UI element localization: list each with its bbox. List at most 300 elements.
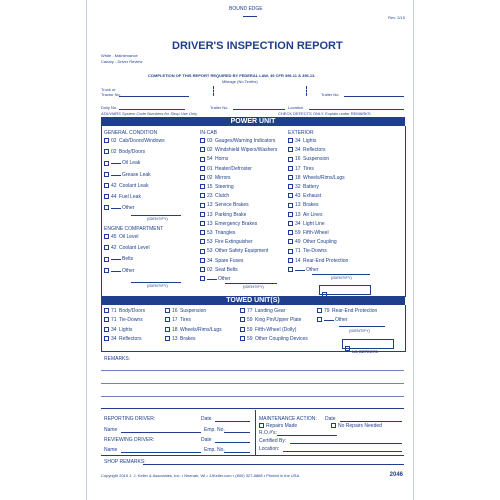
copy-canary: Canary - Driver Review <box>101 59 143 64</box>
vmrs-code: 53 <box>207 248 213 255</box>
checklist-item[interactable] <box>104 183 148 189</box>
checklist-item[interactable] <box>288 202 319 208</box>
dolly-input[interactable] <box>119 109 185 110</box>
checklist-label: Gauges/Warning Indicators <box>215 138 276 144</box>
checklist-label: Tie-Downs <box>303 248 327 255</box>
vmrs-code: 34 <box>295 220 301 227</box>
checklist-checkbox[interactable] <box>288 258 293 263</box>
remarks-label: REMARKS: <box>104 356 131 362</box>
vmrs-code: 71 <box>295 248 301 255</box>
vmrs-code: 54 <box>207 156 213 163</box>
checklist-item[interactable] <box>200 193 229 199</box>
vmrs-code: 34 <box>295 147 301 154</box>
checklist-label: Windshield Wipers/Washers <box>215 147 278 154</box>
vmrs-code: 14 <box>295 257 301 264</box>
reporting-emp-input[interactable] <box>224 432 250 433</box>
certified-by-label: Certified By: <box>259 438 287 444</box>
vmrs-code: 17 <box>295 165 301 172</box>
vmrs-code: 13 <box>172 335 178 342</box>
maint-date-label: Date <box>325 416 336 422</box>
trailer-input[interactable] <box>344 96 404 97</box>
checklist-checkbox[interactable] <box>200 276 205 281</box>
checklist-item[interactable] <box>317 308 377 314</box>
checklist-checkbox[interactable] <box>288 230 293 235</box>
checklist-label: Brakes <box>180 335 196 342</box>
checklist-label: Other <box>122 267 135 274</box>
checklist-item[interactable] <box>165 308 206 314</box>
checklist-item[interactable] <box>288 267 319 273</box>
remarks-divider <box>101 408 404 409</box>
checklist-label: Horns <box>215 156 229 163</box>
checklist-label: Oil Leak <box>122 160 141 167</box>
checklist-checkbox[interactable] <box>288 221 293 226</box>
checklist-label: Wheels/Rims/Lugs <box>303 174 345 181</box>
towed-no-defects-label: NO DEFECTS <box>352 349 378 354</box>
checklist-checkbox[interactable] <box>200 193 205 198</box>
towed-no-defects-box[interactable] <box>342 339 394 354</box>
towed-no-defects-checkbox[interactable] <box>345 346 350 351</box>
no-repairs-label: No Repairs Needed <box>338 423 382 429</box>
ata-note: ATA/VMRS System Code Numbers for Shop Use Only <box>101 111 198 116</box>
checklist-label: King Pin/Upper Plate <box>255 317 302 324</box>
checklist-label: Rear-End Protection <box>332 308 378 314</box>
vmrs-code: 17 <box>172 317 178 324</box>
shop-remarks-input[interactable] <box>143 464 404 465</box>
checklist-item[interactable] <box>165 327 222 333</box>
vmrs-code: 01 <box>207 165 213 172</box>
vmrs-code: 44 <box>111 194 117 200</box>
vmrs-code <box>111 208 121 209</box>
checklist-item[interactable] <box>317 317 348 323</box>
inspection-report-form <box>87 0 413 500</box>
checklist-label: Brakes <box>303 202 319 209</box>
vmrs-code: 53 <box>207 239 213 246</box>
vmrs-code: 23 <box>207 193 213 200</box>
copy-white: White - Maintenance <box>101 53 138 58</box>
vmrs-code: 13 <box>295 202 301 209</box>
truck-input[interactable] <box>119 96 189 97</box>
checklist-checkbox[interactable] <box>104 194 109 199</box>
checklist-label: Landing Gear <box>255 308 286 314</box>
checklist-label: Spare Fuses <box>215 257 244 264</box>
vmrs-code <box>295 270 305 271</box>
checklist-label: Lights <box>303 138 317 144</box>
checklist-item[interactable] <box>240 327 296 333</box>
vmrs-code: 13 <box>207 220 213 227</box>
checklist-label: Oil Level <box>119 234 139 240</box>
form-title: DRIVER'S INSPECTION REPORT <box>172 40 343 52</box>
checklist-label: Battery <box>303 184 319 190</box>
vmrs-code: 34 <box>111 326 117 333</box>
mileage-label: Mileage (No Tenths) <box>222 79 258 84</box>
checklist-checkbox[interactable] <box>104 257 109 262</box>
checklist-label: Lights <box>119 326 133 333</box>
vmrs-code: 16 <box>172 308 178 314</box>
vmrs-code: 13 <box>295 211 301 218</box>
location-input[interactable] <box>309 109 404 110</box>
checklist-checkbox[interactable] <box>165 336 170 341</box>
vmrs-code: 13 <box>207 202 213 209</box>
revision-label: Rev. 2/15 <box>388 15 405 20</box>
checklist-label: Triangles <box>215 230 236 236</box>
checklist-checkbox[interactable] <box>200 230 205 235</box>
vmrs-code: 03 <box>207 138 213 144</box>
checklist-label: Steering <box>215 184 234 190</box>
vmrs-code: 02 <box>111 138 117 144</box>
checklist-item[interactable] <box>288 193 321 199</box>
checklist-label: Coolant Leak <box>119 182 149 189</box>
checklist-item[interactable] <box>200 248 268 254</box>
checklist-checkbox[interactable] <box>200 258 205 263</box>
federal-law-note: COMPLETION OF THIS REPORT REQUIRED BY FEDERAL LAW, 49 CFR 396.11 & 396.13. <box>148 73 316 78</box>
reviewing-date-label: Date <box>201 437 212 443</box>
checklist-item[interactable] <box>104 327 132 333</box>
reporting-name-label: Name <box>104 427 118 433</box>
identify-label-5: (IDENTIFY) <box>349 328 370 333</box>
power-no-defects-box[interactable] <box>319 285 371 295</box>
checklist-label: Emergency Brakes <box>215 220 258 227</box>
no-repairs-checkbox[interactable] <box>331 423 336 428</box>
identify-label-4: (IDENTIFY) <box>331 275 352 280</box>
checklist-label: Body/Doors <box>119 308 146 314</box>
in-cab-heading: IN-CAB <box>200 130 217 136</box>
vmrs-code: 15 <box>207 184 213 190</box>
checklist-item[interactable] <box>104 317 143 323</box>
checklist-checkbox[interactable] <box>104 308 109 313</box>
checklist-checkbox[interactable] <box>200 184 205 189</box>
checklist-label: Tires <box>180 317 191 324</box>
checklist-item[interactable] <box>288 184 319 190</box>
checklist-label: Suspension <box>180 308 207 314</box>
reporting-driver-label: REPORTING DRIVER: <box>104 416 156 422</box>
reporting-name-input[interactable] <box>121 432 201 433</box>
vmrs-code <box>111 163 121 164</box>
checklist-label: Clutch <box>215 193 230 200</box>
signature-divider <box>255 410 256 455</box>
vmrs-code <box>111 259 121 260</box>
mileage-input[interactable] <box>213 86 307 96</box>
vmrs-code: 79 <box>324 308 330 314</box>
checklist-checkbox[interactable] <box>200 221 205 226</box>
checklist-checkbox[interactable] <box>104 234 109 239</box>
checklist-item[interactable] <box>104 205 135 211</box>
checklist-checkbox[interactable] <box>240 327 245 332</box>
vmrs-code: 49 <box>295 239 301 246</box>
checklist-checkbox[interactable] <box>288 184 293 189</box>
checklist-label: Wheels/Rims/Lugs <box>180 326 222 333</box>
reviewing-driver-label: REVIEWING DRIVER: <box>104 437 155 443</box>
checklist-label: Exhaust <box>303 193 322 200</box>
checklist-item[interactable] <box>288 239 337 245</box>
vmrs-code: 53 <box>207 230 213 236</box>
checklist-item[interactable] <box>104 256 133 262</box>
maint-date-input[interactable] <box>340 421 402 422</box>
vmrs-code: 59 <box>295 230 301 236</box>
towed-other-line[interactable] <box>339 326 385 327</box>
checklist-item[interactable] <box>165 336 196 342</box>
checklist-label: Fifth-Wheel (Dolly) <box>255 326 297 333</box>
copyright-text: Copyright 2015 J. J. Keller & Associates, Inc. • Neenah, WI • JJKeller.com • (800) 327-6868 • Printed in the USA <box>101 473 300 478</box>
checklist-checkbox[interactable] <box>288 166 293 171</box>
vmrs-code: 59 <box>247 335 253 342</box>
checklist-label: Belts <box>122 256 134 263</box>
checklist-checkbox[interactable] <box>288 193 293 198</box>
reviewing-name-label: Name <box>104 447 118 453</box>
checklist-item[interactable] <box>200 239 253 245</box>
checklist-checkbox[interactable] <box>104 172 109 177</box>
checklist-label: Other Coupling Devices <box>255 335 308 342</box>
vmrs-code: 45 <box>111 234 117 240</box>
checklist-checkbox[interactable] <box>104 149 109 154</box>
vmrs-code: 42 <box>111 245 117 252</box>
remarks-line-2[interactable] <box>101 383 404 384</box>
checklist-item[interactable] <box>240 336 308 342</box>
checklist-label: Tires <box>303 165 314 172</box>
checklist-checkbox[interactable] <box>288 249 293 254</box>
checklist-label: Other Safety Equipment <box>215 248 269 255</box>
checklist-checkbox[interactable] <box>288 157 293 162</box>
checklist-checkbox[interactable] <box>104 161 109 166</box>
towed-units-bar: TOWED UNIT(S) <box>101 296 405 305</box>
checklist-checkbox[interactable] <box>288 212 293 217</box>
reviewing-date-input[interactable] <box>215 442 250 443</box>
checklist-item[interactable] <box>288 212 322 218</box>
exterior-heading: EXTERIOR <box>288 130 314 136</box>
checklist-label: Cab/Doors/Windows <box>119 138 165 144</box>
checklist-label: Other <box>218 276 231 282</box>
checklist-item[interactable] <box>288 156 329 162</box>
checklist-checkbox[interactable] <box>200 175 205 180</box>
vmrs-code: 16 <box>295 156 301 163</box>
checklist-item[interactable] <box>200 156 228 162</box>
checklist-label: Seat Belts <box>215 266 238 273</box>
checklist-label: Light Line <box>303 220 325 227</box>
checklist-label: Other <box>335 317 348 324</box>
checklist-checkbox[interactable] <box>104 336 109 341</box>
checklist-checkbox[interactable] <box>200 157 205 162</box>
maint-location-label: Location: <box>259 446 280 452</box>
vmrs-code: 77 <box>247 308 253 314</box>
vmrs-code: 32 <box>295 184 301 190</box>
vmrs-code: 59 <box>247 317 253 324</box>
checklist-item[interactable] <box>200 212 246 218</box>
checklist-item[interactable] <box>288 147 326 153</box>
checklist-item[interactable] <box>200 230 235 236</box>
checklist-item[interactable] <box>104 336 142 342</box>
checklist-item[interactable] <box>200 267 238 273</box>
reviewing-emp-input[interactable] <box>224 452 250 453</box>
checklist-item[interactable] <box>104 138 165 144</box>
repairs-made-option[interactable] <box>259 423 297 429</box>
checklist-item[interactable] <box>104 149 145 155</box>
checklist-item[interactable] <box>288 230 329 236</box>
checklist-checkbox[interactable] <box>200 249 205 254</box>
checklist-item[interactable] <box>104 160 140 166</box>
dolly-label: Dolly No. <box>101 105 118 110</box>
checklist-item[interactable] <box>200 166 252 172</box>
trailer-input-2[interactable] <box>233 109 285 110</box>
checklist-item[interactable] <box>200 147 277 153</box>
checklist-checkbox[interactable] <box>288 239 293 244</box>
checklist-label: Fifth-Wheel <box>303 230 329 236</box>
checklist-checkbox[interactable] <box>165 317 170 322</box>
checklist-label: Other Coupling <box>303 239 337 246</box>
checklist-item[interactable] <box>200 138 275 144</box>
vmrs-code: 18 <box>295 174 301 181</box>
checklist-checkbox[interactable] <box>104 268 109 273</box>
checklist-label: Grease Leak <box>122 171 151 178</box>
checklist-checkbox[interactable] <box>200 212 205 217</box>
checklist-checkbox[interactable] <box>104 205 109 210</box>
truck-label: Truck or Tractor No. <box>101 87 121 97</box>
power-unit-bar: POWER UNIT <box>101 117 405 126</box>
checklist-item[interactable] <box>288 166 314 172</box>
checklist-item[interactable] <box>104 234 138 240</box>
checklist-label: Rear-End Protection <box>303 257 349 264</box>
checklist-checkbox[interactable] <box>104 138 109 143</box>
vmrs-code: 34 <box>111 335 117 342</box>
checklist-item[interactable] <box>200 175 231 181</box>
vmrs-code: 02 <box>207 266 213 273</box>
check-defects-note: CHECK DEFECTS ONLY. Explain under REMARKS. <box>278 111 372 116</box>
reporting-emp-label: Emp. No. <box>204 427 225 433</box>
no-repairs-option[interactable] <box>331 423 382 429</box>
checklist-checkbox[interactable] <box>104 245 109 250</box>
checklist-checkbox[interactable] <box>317 317 322 322</box>
engine-compartment-heading: ENGINE COMPARTMENT <box>104 226 164 232</box>
vmrs-code <box>111 175 121 176</box>
repairs-made-checkbox[interactable] <box>259 423 264 428</box>
checklist-label: Mirrors <box>215 174 231 181</box>
checklist-checkbox[interactable] <box>288 147 293 152</box>
vmrs-code <box>207 279 217 280</box>
checklist-item[interactable] <box>200 276 231 282</box>
checklist-label: Body/Doors <box>119 149 146 156</box>
checklist-item[interactable] <box>200 184 234 190</box>
checklist-checkbox[interactable] <box>165 308 170 313</box>
bound-edge-mark <box>243 16 257 17</box>
checklist-checkbox[interactable] <box>240 336 245 341</box>
vmrs-code <box>324 320 334 321</box>
checklist-label: Other <box>122 205 135 212</box>
checklist-checkbox[interactable] <box>104 183 109 188</box>
location-label: Location <box>288 105 304 110</box>
checklist-checkbox[interactable] <box>200 239 205 244</box>
ro-label: R.O.#'s: <box>259 430 277 436</box>
vmrs-code: 71 <box>111 317 117 324</box>
checklist-item[interactable] <box>200 258 243 264</box>
checklist-checkbox[interactable] <box>288 203 293 208</box>
checklist-checkbox[interactable] <box>200 166 205 171</box>
shop-divider <box>101 455 404 456</box>
repairs-made-label: Repairs Made <box>266 423 298 429</box>
checklist-checkbox[interactable] <box>288 175 293 180</box>
checklist-checkbox[interactable] <box>200 267 205 272</box>
reviewing-name-input[interactable] <box>121 452 201 453</box>
checklist-checkbox[interactable] <box>317 308 322 313</box>
vmrs-code: 34 <box>295 138 301 144</box>
checklist-checkbox[interactable] <box>104 317 109 322</box>
ro-input[interactable] <box>277 435 337 436</box>
checklist-item[interactable] <box>288 258 348 264</box>
vmrs-code <box>111 271 121 272</box>
checklist-item[interactable] <box>104 245 150 251</box>
reporting-date-input[interactable] <box>215 421 250 422</box>
general-condition-heading: GENERAL CONDITION <box>104 130 158 136</box>
vmrs-code: 34 <box>207 257 213 264</box>
bound-edge-label: BOUND EDGE <box>229 6 263 12</box>
checklist-label: Suspension <box>303 156 330 163</box>
checklist-label: Fuel Leak <box>119 194 141 200</box>
vmrs-code: 59 <box>247 326 253 333</box>
checklist-item[interactable] <box>288 138 316 144</box>
checklist-checkbox[interactable] <box>288 267 293 272</box>
checklist-item[interactable] <box>200 221 257 227</box>
checklist-checkbox[interactable] <box>200 138 205 143</box>
remarks-line-1[interactable] <box>101 370 404 371</box>
checklist-item[interactable] <box>288 221 325 227</box>
vmrs-code: 13 <box>207 211 213 218</box>
reporting-date-label: Date <box>201 416 212 422</box>
checklist-item[interactable] <box>288 248 327 254</box>
vmrs-code: 18 <box>172 326 178 333</box>
checklist-item[interactable] <box>240 308 285 314</box>
checklist-label: Reflectors <box>119 335 142 342</box>
checklist-item[interactable] <box>104 194 141 200</box>
checklist-label: Tie-Downs <box>119 317 143 324</box>
trailer-label-2: Trailer No. <box>210 105 229 110</box>
reviewing-emp-label: Emp. No. <box>204 447 225 453</box>
checklist-checkbox[interactable] <box>165 327 170 332</box>
checklist-checkbox[interactable] <box>104 327 109 332</box>
checklist-checkbox[interactable] <box>200 147 205 152</box>
shop-remarks-label: SHOP REMARKS: <box>104 459 146 465</box>
identify-label: (IDENTIFY) <box>147 216 168 221</box>
vmrs-code: 43 <box>295 193 301 200</box>
checklist-item[interactable] <box>240 317 301 323</box>
checklist-label: Coolant Level <box>119 245 150 252</box>
identify-label-3: (IDENTIFY) <box>243 284 264 289</box>
checklist-label: Service Brakes <box>215 202 249 209</box>
checklist-checkbox[interactable] <box>240 317 245 322</box>
vmrs-code: 42 <box>111 182 117 189</box>
checklist-label: Fire Extinguisher <box>215 239 253 246</box>
vmrs-code: 02 <box>111 149 117 156</box>
checklist-label: Reflectors <box>303 147 326 154</box>
checklist-item[interactable] <box>288 175 345 181</box>
checklist-label: Heater/Defroster <box>215 165 252 172</box>
checklist-checkbox[interactable] <box>240 308 245 313</box>
maintenance-action-label: MAINTENANCE ACTION: <box>259 416 317 422</box>
remarks-line-3[interactable] <box>101 396 404 397</box>
checklist-item[interactable] <box>104 308 145 314</box>
trailer-label: Trailer No. <box>321 92 340 97</box>
checklist-checkbox[interactable] <box>200 203 205 208</box>
checklist-item[interactable] <box>200 202 249 208</box>
checklist-item[interactable] <box>104 268 135 274</box>
certified-by-input[interactable] <box>290 443 402 444</box>
checklist-label: Parking Brake <box>215 211 247 218</box>
identify-label-2: (IDENTIFY) <box>147 283 168 288</box>
checklist-item[interactable] <box>104 172 151 178</box>
vmrs-code: 02 <box>207 147 213 154</box>
form-number: 2046 <box>389 472 403 478</box>
maint-location-input[interactable] <box>283 451 402 452</box>
checklist-item[interactable] <box>165 317 191 323</box>
vmrs-code: 02 <box>207 174 213 181</box>
checklist-checkbox[interactable] <box>288 138 293 143</box>
checklist-label: Other <box>306 266 319 273</box>
